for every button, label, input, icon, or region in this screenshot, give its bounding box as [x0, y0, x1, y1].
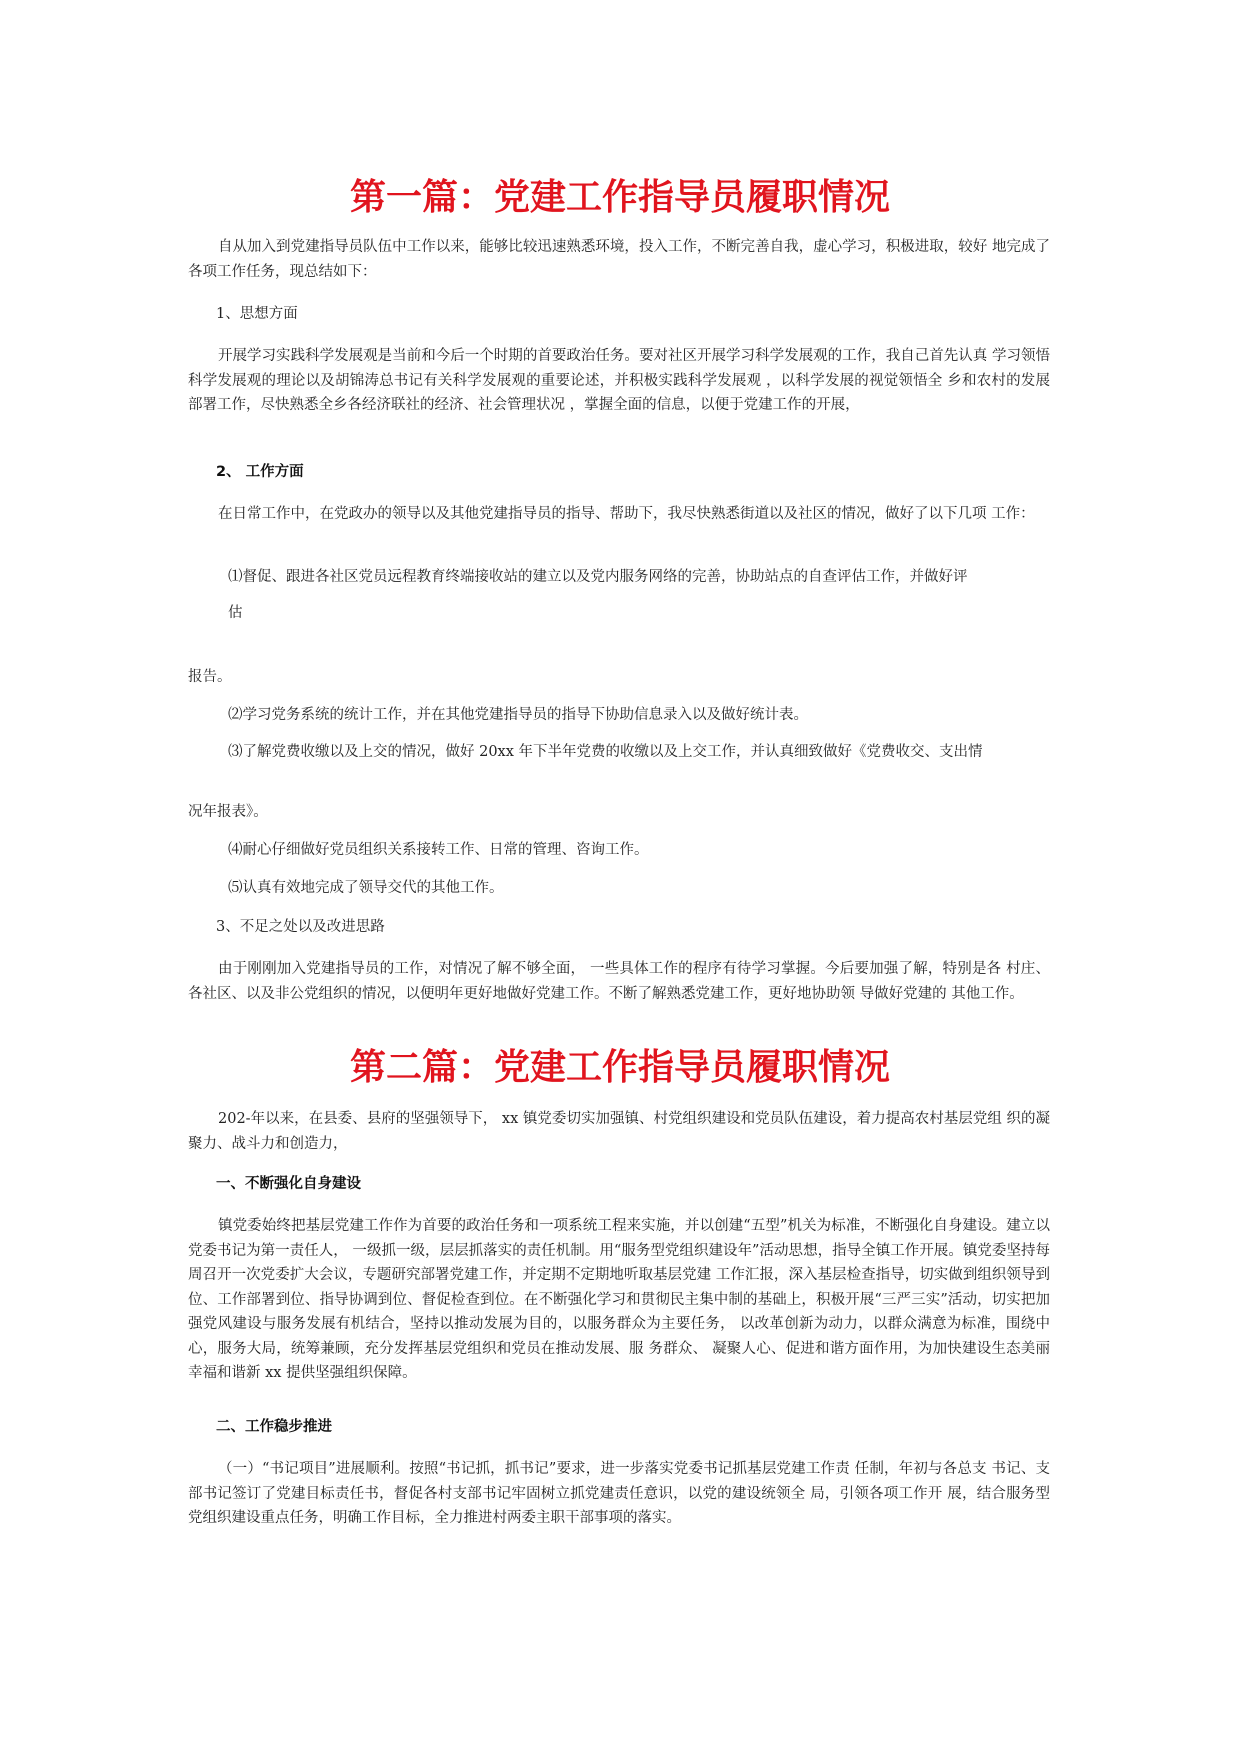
thought-paragraph: 开展学习实践科学发展观是当前和今后一个时期的首要政治任务。要对社区开展学习科学发展观的工作，我自己首先认真 学习领悟科学发展观的理论以及胡锦涛总书记有关科学发展观的重要论述，并积极实践科学发展观 ，以科学发展的视觉领悟全 乡和农村的发展部署工作，尽快熟悉全乡各经济联社的经济、社会管理状况 ，掌握全面的信息，以便于党建工作的开展，: [188, 348, 1050, 413]
section-heading-progress: 二、工作稳步推进: [216, 1419, 332, 1435]
work-paragraph: 在日常工作中，在党政办的领导以及其他党建指导员的指导、帮助下，我尽快熟悉街道以及社区的情况，做好了以下几项 工作：: [218, 506, 1035, 522]
section-heading-shortcomings: 3、不足之处以及改进思路: [216, 919, 385, 935]
work-item-4: ⑷耐心仔细做好党员组织关系接转工作、日常的管理、咨询工作。: [228, 842, 649, 858]
work-item-5: ⑸认真有效地完成了领导交代的其他工作。: [228, 880, 504, 896]
intro-paragraph-2: 202-年以来，在县委、县府的坚强领导下， xx 镇党委切实加强镇、村党组织建设和党员队伍建设，着力提高农村基层党组 织的凝聚力、战斗力和创造力，: [188, 1111, 1050, 1152]
shortcomings-paragraph: 由于刚刚加入党建指导员的工作，对情况了解不够全面， 一些具体工作的程序有待学习掌握。今后要加强了解，特别是各 村庄、各社区、以及非公党组织的情况，以便明年更好地做好党建工作。不断了解熟悉党建工作，更好地协助领 导做好党建的 其他工作。: [188, 961, 1050, 1002]
work-item-1-continued: 估: [228, 605, 243, 621]
work-item-2: ⑵学习党务系统的统计工作，并在其他党建指导员的指导下协助信息录入以及做好统计表。: [228, 707, 808, 723]
self-building-paragraph: 镇党委始终把基层党建工作作为首要的政治任务和一项系统工程来实施，并以创建“五型”机关为标准，不断强化自身建设。建立以党委书记为第一责任人， 一级抓一级，层层抓落实的责任机制。用“服务型党组织建设年”活动思想，指导全镇工作开展。镇党委坚持每周召开一次党委扩大会议，专题研究部署党建工作，并定期不定期地听取基层党建 工作汇报，深入基层检查指导，切实做到组织领导到位、工作部署到位、指导协调到位、督促检查到位。在不断强化学习和贯彻民主集中制的基础上，积极开展“三严三实”活动，切实把加强党风建设与服务发展有机结合，坚持以推动发展为目的，以服务群众为主要任务， 以改革创新为动力，以群众满意为标准，围绕中心，服务大局，统筹兼顾，充分发挥基层党组织和党员在推动发展、服 务群众、 凝聚人心、促进和谐方面作用，为加快建设生态美丽幸福和谐新 xx 提供坚强组织保障。: [188, 1218, 1050, 1381]
section-heading-work: 2、 工作方面: [216, 464, 304, 480]
article-title-1: 第一篇：党建工作指导员履职情况: [349, 176, 890, 218]
work-item-1: ⑴督促、跟进各社区党员远程教育终端接收站的建立以及党内服务网络的完善，协助站点的自查评估工作，并做好评: [228, 569, 968, 585]
work-item-1-tail: 报告。: [188, 669, 232, 685]
work-item-3-tail: 况年报表》。: [188, 804, 268, 820]
work-item-3: ⑶了解党费收缴以及上交的情况，做好 20xx 年下半年党费的收缴以及上交工作，并认真细致做好《党费收交、支出情: [228, 744, 983, 760]
article-title-2: 第二篇：党建工作指导员履职情况: [349, 1046, 890, 1088]
section-heading-thought: 1、思想方面: [216, 306, 298, 322]
progress-paragraph: （一）“书记项目”进展顺利。按照“书记抓，抓书记”要求，进一步落实党委书记抓基层党建工作责 任制，年初与各总支 书记、支部书记签订了党建目标责任书，督促各村支部书记牢固树立抓党建责任意识，以党的建设统领全 局，引领各项工作开 展，结合服务型党组织建设重点任务，明确工作目标，全力推进村两委主职干部事项的落实。: [188, 1461, 1050, 1526]
section-heading-self-building: 一、不断强化自身建设: [216, 1176, 361, 1192]
intro-paragraph-1: 自从加入到党建指导员队伍中工作以来，能够比较迅速熟悉环境，投入工作，不断完善自我，虚心学习，积极进取，较好 地完成了各项工作任务，现总结如下：: [188, 239, 1050, 280]
